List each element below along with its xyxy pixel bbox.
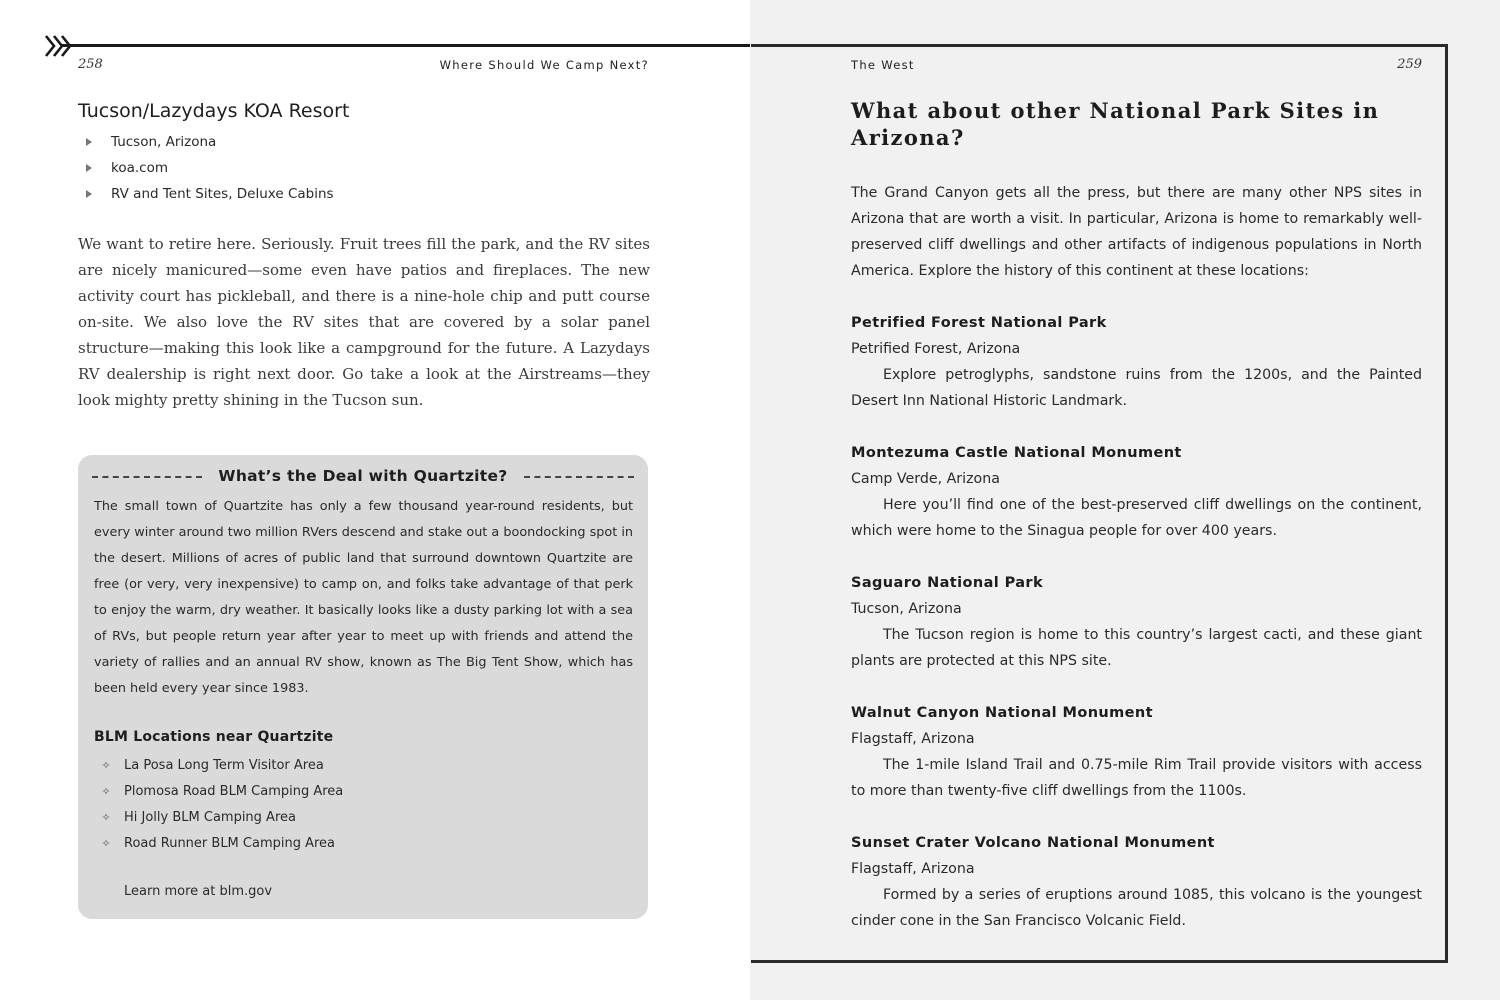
nps-site-entry <box>851 310 1422 414</box>
running-head-right: The West <box>851 58 915 72</box>
koa-site-types: RV and Tent Sites, Deluxe Cabins <box>111 186 334 202</box>
four-point-star-icon: ✧ <box>101 759 111 772</box>
koa-website: koa.com <box>111 160 168 176</box>
triangle-bullet-icon <box>86 138 92 146</box>
site-name: Saguaro National Park <box>851 575 1044 591</box>
sidebar-body: The small town of Quartzite has only a few thousand year-round residents, but every winter around two million RVers descend and stake out a boondocking spot in the desert. Millions of acres of public land that surround downtown Quartzite are free (or very, very inexpensive) to camp on, and folks take advantage of that perk to enjoy the warm, dry weather. It basically looks like a dusty parking lot with a sea of RVs, but people return year after year to meet up with friends and attend the variety of rallies and an annual RV show, known as The Big Tent Show, which has been held every year since 1983. <box>94 499 633 696</box>
sidebar-title: What’s the Deal with Quartzite? <box>218 467 508 485</box>
site-description: Explore petroglyphs, sandstone ruins from the 1200s, and the Painted Desert Inn National Historic Landmark. <box>851 367 1422 409</box>
four-point-star-icon: ✧ <box>101 811 111 824</box>
page-number-right: 259 <box>1397 57 1422 72</box>
site-description: The Tucson region is home to this country’s largest cacti, and these giant plants are protected at this NPS site. <box>851 627 1422 669</box>
site-description: Here you’ll find one of the best-preserved cliff dwellings on the continent, which were home to the Sinagua people for over 400 years. <box>851 497 1422 539</box>
site-name: Petrified Forest National Park <box>851 315 1107 331</box>
dashed-rule <box>524 476 634 478</box>
nps-site-entry <box>851 700 1422 804</box>
site-description: The 1-mile Island Trail and 0.75-mile Rim Trail provide visitors with access to more than twenty-five cliff dwellings from the 1100s. <box>851 757 1422 799</box>
nps-site-entry <box>851 830 1422 934</box>
list-item <box>84 155 334 181</box>
nps-intro: The Grand Canyon gets all the press, but there are many other NPS sites in Arizona that are worth a visit. In particular, Arizona is home to remarkably well-preserved cliff dwellings and other artifacts of indigenous populations in North America. Explore the history of this continent at these locations: <box>851 185 1422 279</box>
list-item <box>100 779 343 805</box>
sidebar-heading-row <box>92 467 634 485</box>
page-number-left: 258 <box>78 57 103 72</box>
nps-site-entry <box>851 440 1422 544</box>
four-point-star-icon: ✧ <box>101 837 111 850</box>
list-item <box>84 181 334 207</box>
quartzite-sidebar <box>78 455 648 919</box>
list-item <box>100 753 343 779</box>
list-item <box>100 805 343 831</box>
four-point-star-icon: ✧ <box>101 785 111 798</box>
learn-more-link: Learn more at blm.gov <box>124 884 273 899</box>
blm-locations-list <box>100 753 343 857</box>
site-name: Walnut Canyon National Monument <box>851 705 1153 721</box>
running-head-left: Where Should We Camp Next? <box>439 58 649 72</box>
site-location: Tucson, Arizona <box>851 601 962 617</box>
header-rule <box>62 44 750 47</box>
list-item <box>84 129 334 155</box>
blm-location: La Posa Long Term Visitor Area <box>124 758 324 773</box>
nps-title: What about other National Park Sites in Arizona? <box>851 98 1380 150</box>
blm-heading: BLM Locations near Quartzite <box>94 729 334 745</box>
dashed-rule <box>92 476 202 478</box>
koa-details-list <box>84 129 334 207</box>
site-location: Camp Verde, Arizona <box>851 471 1000 487</box>
site-location: Petrified Forest, Arizona <box>851 341 1021 357</box>
site-name: Sunset Crater Volcano National Monument <box>851 835 1215 851</box>
triangle-bullet-icon <box>86 190 92 198</box>
list-item <box>100 831 343 857</box>
blm-location: Plomosa Road BLM Camping Area <box>124 784 344 799</box>
koa-title: Tucson/Lazydays KOA Resort <box>78 100 350 122</box>
site-description: Formed by a series of eruptions around 1085, this volcano is the youngest cinder cone in the San Francisco Volcanic Field. <box>851 887 1422 929</box>
site-location: Flagstaff, Arizona <box>851 731 975 747</box>
blm-location: Road Runner BLM Camping Area <box>124 836 336 851</box>
nps-site-entry <box>851 570 1422 674</box>
koa-description: We want to retire here. Seriously. Fruit trees fill the park, and the RV sites are nicely manicured—some even have patios and fireplaces. The new activity court has pickleball, and there is a nine-hole chip and putt course on-site. We also love the RV sites that are covered by a solar panel structure—making this look like a campground for the future. A Lazydays RV dealership is right next door. Go take a look at the Airstreams—they look mighty pretty shining in the Tucson sun. <box>78 235 650 409</box>
triangle-bullet-icon <box>86 164 92 172</box>
site-name: Montezuma Castle National Monument <box>851 445 1182 461</box>
koa-location: Tucson, Arizona <box>111 134 217 150</box>
site-location: Flagstaff, Arizona <box>851 861 975 877</box>
blm-location: Hi Jolly BLM Camping Area <box>124 810 296 825</box>
